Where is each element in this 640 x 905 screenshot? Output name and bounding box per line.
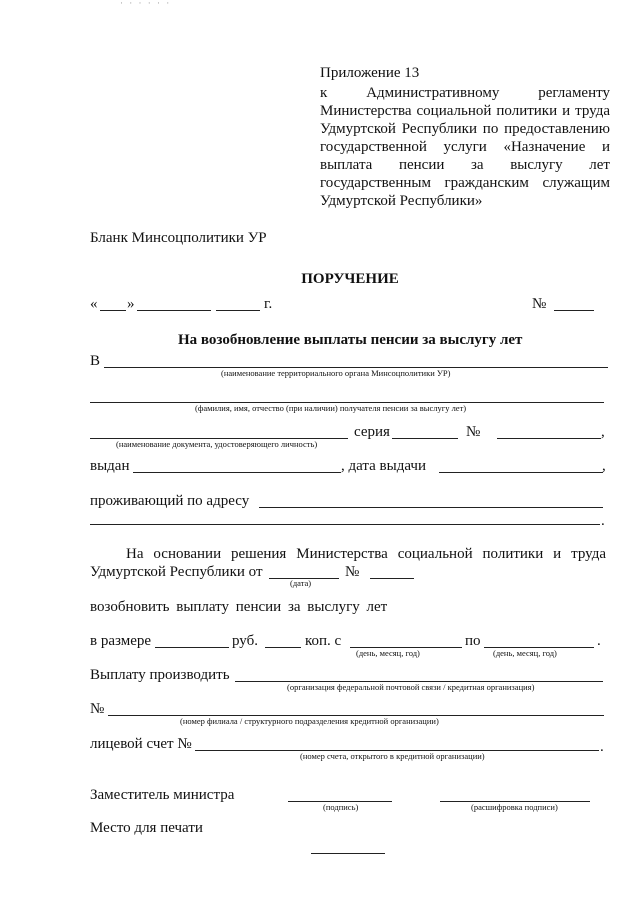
territorial-body-hint: (наименование территориального органа Минсоцполитики УР) — [221, 368, 451, 378]
decision-number-label: № — [345, 564, 360, 580]
document-hint: (наименование документа, удостоверяющего личность) — [116, 439, 318, 449]
appendix-line-5: выплата пенсии за выслугу лет — [320, 157, 610, 173]
blank-label: Бланк Минсоцполитики УР — [90, 230, 267, 246]
date-year-suffix: г. — [264, 296, 273, 312]
date-open-quote: « — [90, 296, 98, 312]
appendix-line-6: государственным гражданским служащим — [320, 175, 610, 191]
date-year-line — [216, 310, 260, 311]
account-period: . — [600, 739, 604, 755]
appendix-line-4: государственной услуги «Назначение и — [320, 139, 610, 155]
appendix-line-1 — [320, 84, 610, 103]
stamp-line — [311, 853, 385, 854]
amount-kop-line — [265, 647, 301, 648]
amount-prefix: в размере — [90, 633, 152, 649]
document-title: ПОРУЧЕНИЕ — [301, 271, 399, 287]
payment-org-hint: (организация федеральной почтовой связи / кредитная организация) — [287, 682, 535, 692]
date-month-line — [137, 310, 211, 311]
subject-heading: На возобновление выплаты пенсии за выслугу лет — [178, 332, 523, 348]
account-hint: (номер счета, открытого в кредитной организации) — [300, 751, 485, 761]
issued-by-line — [133, 472, 341, 473]
rub-label: руб. — [232, 633, 258, 649]
series-line — [392, 438, 458, 439]
address-line-1 — [259, 507, 603, 508]
doc-number-line — [497, 438, 601, 439]
kop-label: коп. с — [305, 633, 342, 649]
issue-date-line — [439, 472, 603, 473]
date-close-quote: » — [127, 296, 135, 312]
branch-number-label: № — [90, 701, 105, 717]
decision-date-hint: (дата) — [290, 578, 312, 588]
deputy-minister-label: Заместитель министра — [90, 787, 235, 803]
doc-number-label: № — [466, 424, 481, 440]
appendix-title: Приложение 13 — [320, 65, 420, 81]
to-date-hint: (день, месяц, год) — [493, 648, 557, 658]
address-period: . — [601, 513, 605, 529]
payment-label: Выплату производить — [90, 667, 230, 683]
appendix-line-2: Министерства социальной политики и труда — [320, 103, 610, 119]
decision-number-line — [370, 578, 414, 579]
appendix-line-7: Удмуртской Республики» — [320, 193, 483, 209]
address-line-2 — [90, 524, 600, 525]
fio-hint: (фамилия, имя, отчество (при наличии) получателя пенсии за выслугу лет) — [195, 403, 467, 413]
issued-row-comma: , — [602, 458, 606, 474]
series-label: серия — [354, 424, 390, 440]
from-date-hint: (день, месяц, год) — [356, 648, 420, 658]
po-label: по — [465, 633, 481, 649]
residing-label: проживающий по адресу — [90, 493, 250, 509]
basis-text-line-2: Удмуртской Республики от — [90, 564, 263, 580]
stamp-place-label: Место для печати — [90, 820, 203, 836]
scan-artifact: · · · · · · — [120, 0, 172, 8]
branch-hint: (номер филиала / структурного подразделения кредитной организации) — [180, 716, 439, 726]
to-prefix: В — [90, 353, 101, 369]
amount-rub-line — [155, 647, 229, 648]
resume-text: возобновить выплату пенсии за выслугу лет — [90, 599, 388, 615]
appendix-word-k: к — [320, 85, 328, 101]
doc-row-comma: , — [601, 424, 605, 440]
order-number-sign: № — [532, 296, 547, 312]
issue-date-label: , дата выдачи — [341, 458, 426, 474]
basis-text-line-1: На основании решения Министерства социальной политики и труда — [126, 546, 606, 562]
date-day-line — [100, 310, 126, 311]
appendix-line-3: Удмуртской Республики по предоставлению — [320, 121, 610, 137]
appendix-word-admin: Административному — [366, 85, 500, 101]
account-label: лицевой счет № — [90, 736, 192, 752]
amount-period: . — [597, 633, 601, 649]
signature-hint: (подпись) — [323, 802, 359, 812]
appendix-word-reglament: регламенту — [538, 85, 610, 101]
decoding-hint: (расшифровка подписи) — [471, 802, 558, 812]
order-number-line — [554, 310, 594, 311]
issued-label: выдан — [90, 458, 130, 474]
